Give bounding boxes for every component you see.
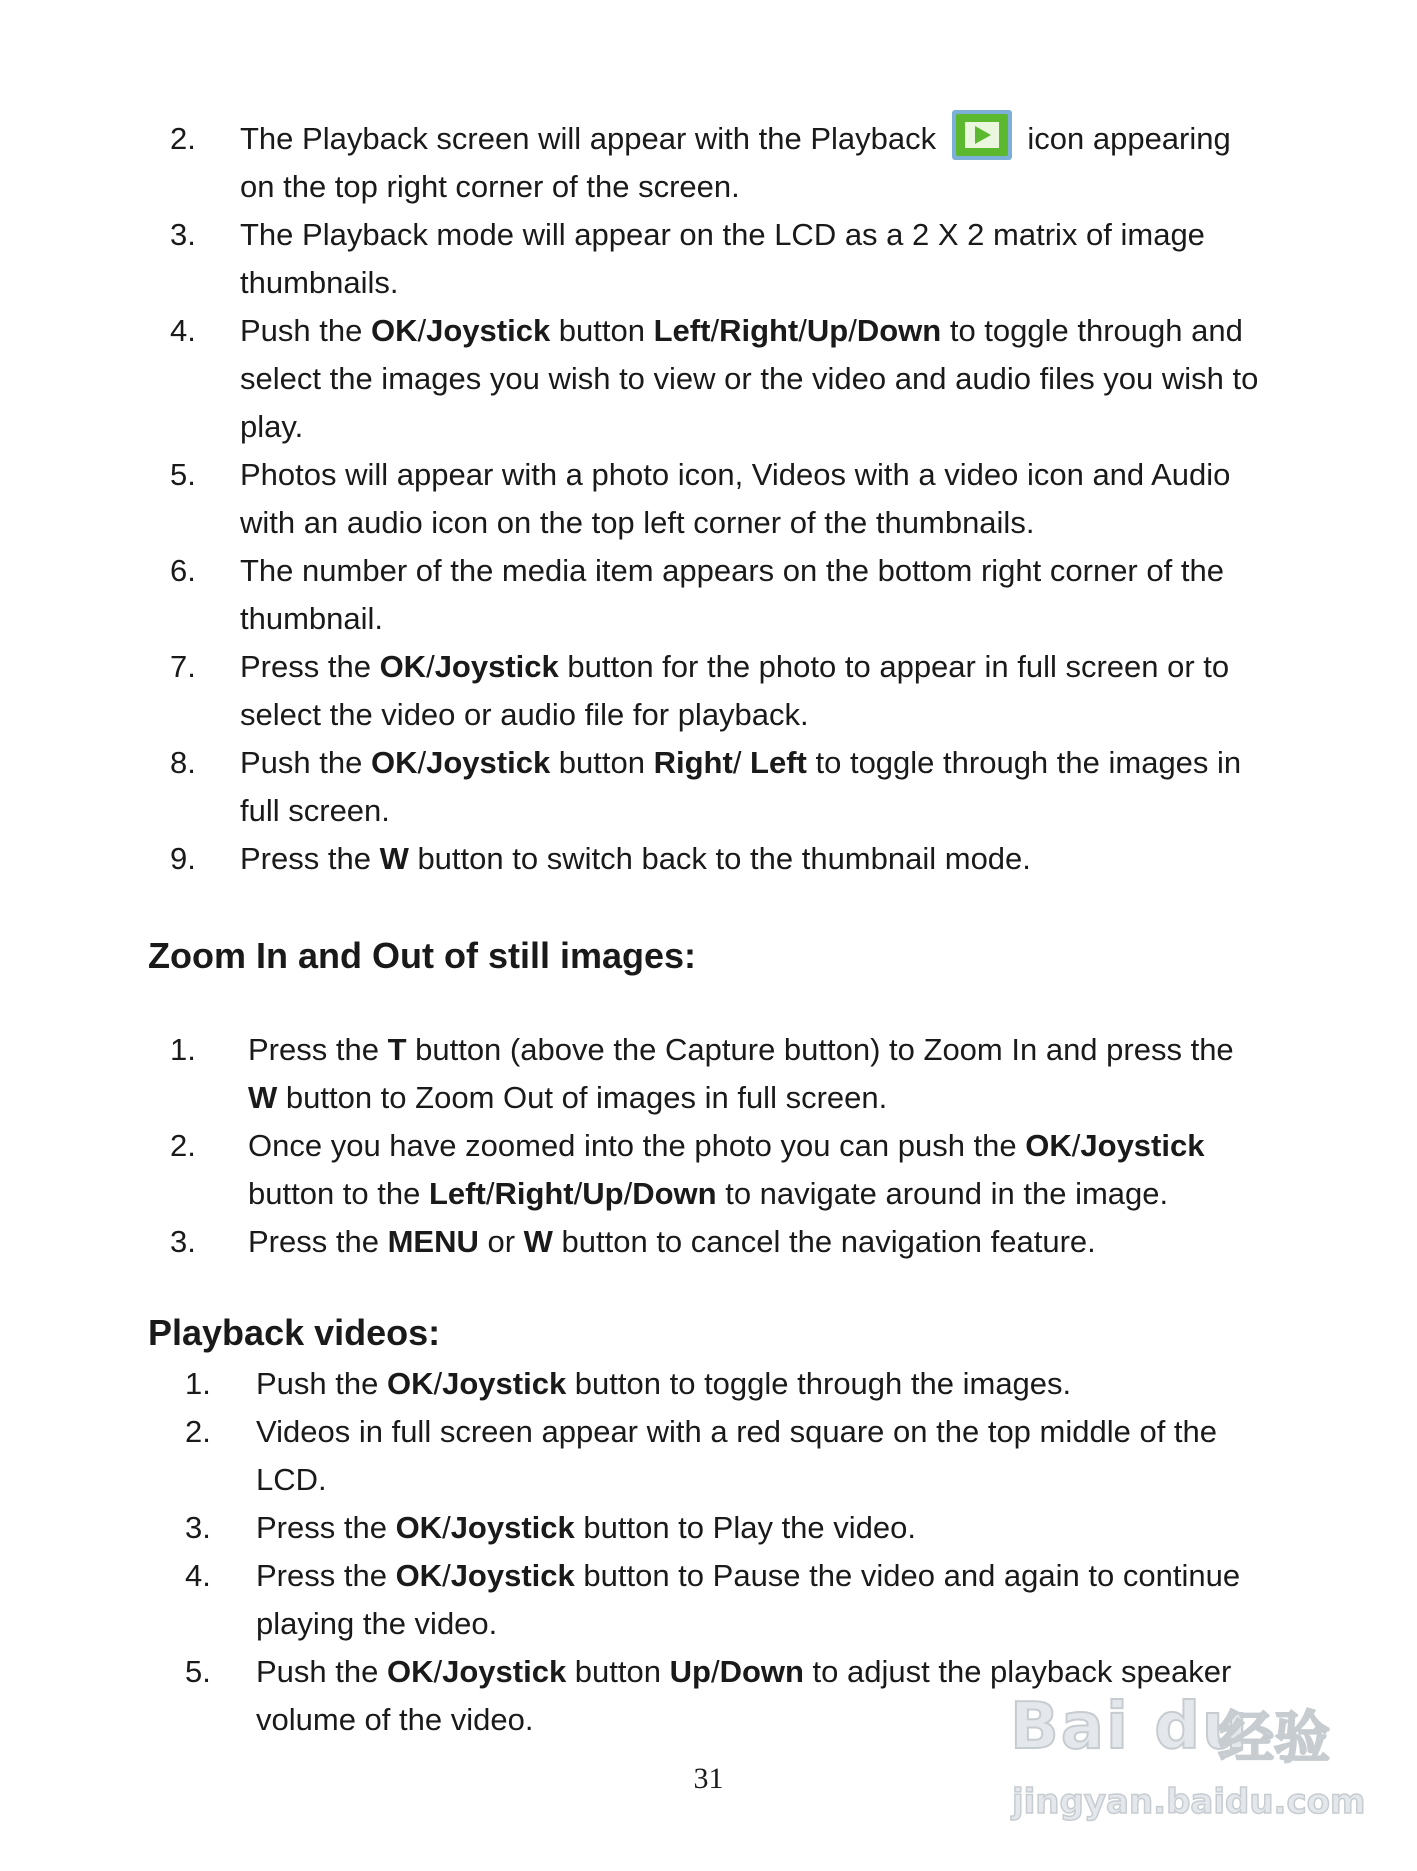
list-item-line xyxy=(240,745,1241,781)
list-item-line xyxy=(248,1032,1234,1068)
bold-term: Joystick xyxy=(426,313,551,348)
text-run: / xyxy=(426,649,435,684)
text-run: Photos will appear with a photo icon, Videos with a video icon and Audio xyxy=(240,457,1231,492)
text-run: Press the xyxy=(256,1558,396,1593)
text-run: button (above the Capture button) to Zoom In and press the xyxy=(406,1032,1234,1067)
zoom-section-heading: Zoom In and Out of still images: xyxy=(148,935,697,976)
text-run: Press the xyxy=(248,1032,388,1067)
text-run: The Playback screen will appear with the Playback xyxy=(240,121,945,157)
baidu-watermark xyxy=(1010,1690,1366,1840)
videos-section-heading: Playback videos: xyxy=(148,1312,441,1353)
list-item-line xyxy=(240,313,1243,349)
list-item-line xyxy=(248,1224,1096,1260)
watermark-brand: Bai du xyxy=(1010,1690,1250,1764)
bold-term: OK xyxy=(395,1558,443,1593)
list-item-line xyxy=(240,169,740,205)
bold-term: Joystick xyxy=(426,745,551,780)
list-item-line xyxy=(248,1128,1204,1164)
list-item-line xyxy=(256,1654,1231,1690)
list-item-number: 5. xyxy=(170,457,196,492)
bold-term: W xyxy=(523,1224,553,1259)
text-run: button to Zoom Out of images in full screen. xyxy=(277,1080,888,1115)
text-run: / xyxy=(433,1366,443,1401)
text-run: LCD. xyxy=(256,1462,327,1497)
text-run: thumbnail. xyxy=(240,601,384,636)
list-item-line xyxy=(240,697,809,733)
list-item-number: 3. xyxy=(170,217,196,252)
list-item-line xyxy=(240,217,1205,253)
bold-term: Down xyxy=(719,1654,804,1689)
list-item-line xyxy=(256,1510,916,1546)
list-item-line xyxy=(256,1606,497,1642)
bold-term: OK xyxy=(386,1366,434,1401)
text-run: The Playback mode will appear on the LCD as a 2 X 2 matrix of image xyxy=(240,217,1205,252)
bold-term: Down xyxy=(632,1176,717,1211)
text-run: / xyxy=(798,313,807,348)
text-run: Once you have zoomed into the photo you can push the xyxy=(248,1128,1026,1163)
text-run: / xyxy=(442,1510,451,1545)
bold-term: Up xyxy=(582,1176,624,1211)
text-run: Press the xyxy=(256,1510,396,1545)
list-item-line xyxy=(240,457,1230,493)
text-run: to adjust the playback speaker xyxy=(803,1654,1232,1689)
list-item-line xyxy=(240,505,1034,541)
text-run: button to Play the video. xyxy=(574,1510,916,1545)
list-item-line xyxy=(240,841,1031,877)
bold-term: Right xyxy=(719,313,799,348)
text-run: / xyxy=(732,745,751,780)
list-item-line xyxy=(240,649,1229,685)
text-run: Push the xyxy=(240,313,371,348)
list-item-number: 4. xyxy=(185,1558,211,1593)
text-run: Press the xyxy=(240,841,380,876)
list-item-number: 4. xyxy=(170,313,196,348)
text-run: Videos in full screen appear with a red square on the top middle of the xyxy=(256,1414,1218,1449)
list-item-number: 3. xyxy=(170,1224,196,1259)
text-run: icon appearing xyxy=(1018,121,1231,157)
bold-term: Joystick xyxy=(450,1558,575,1593)
text-run: button xyxy=(550,745,654,780)
list-item-number: 1. xyxy=(170,1032,196,1067)
text-run: / xyxy=(1071,1128,1081,1163)
text-run: button to the xyxy=(248,1176,429,1211)
text-run: playing the video. xyxy=(256,1606,498,1641)
list-item-line xyxy=(256,1366,1071,1402)
bold-term: Right xyxy=(494,1176,574,1211)
text-run: The number of the media item appears on the bottom right corner of the xyxy=(240,553,1224,588)
text-run: thumbnails. xyxy=(240,265,399,300)
list-item-line xyxy=(248,1080,887,1116)
text-run: / xyxy=(417,313,427,348)
text-run: button to switch back to the thumbnail mode. xyxy=(408,841,1031,876)
bold-term: Joystick xyxy=(442,1654,567,1689)
bold-term: Up xyxy=(669,1654,711,1689)
text-run: / xyxy=(573,1176,583,1211)
text-run: volume of the video. xyxy=(256,1702,534,1737)
list-item-line xyxy=(240,601,383,637)
list-item-line xyxy=(240,361,1258,397)
list-item-line xyxy=(256,1702,533,1738)
text-run: button for the photo to appear in full screen or to xyxy=(558,649,1230,684)
bold-term: Down xyxy=(856,313,942,348)
list-item-line xyxy=(256,1414,1217,1450)
text-run: Push the xyxy=(240,745,371,780)
text-run: / xyxy=(710,313,720,348)
text-run: or xyxy=(478,1224,524,1259)
bold-term: OK xyxy=(379,649,427,684)
list-item-line xyxy=(240,121,1231,161)
text-run: to navigate around in the image. xyxy=(716,1176,1169,1211)
text-run: play. xyxy=(240,409,304,444)
text-run: / xyxy=(433,1654,443,1689)
list-item-line xyxy=(240,553,1224,589)
list-item-number: 8. xyxy=(170,745,196,780)
text-run: / xyxy=(485,1176,495,1211)
text-run: to toggle through the images in xyxy=(806,745,1242,780)
text-run: button to toggle through the images. xyxy=(566,1366,1072,1401)
bold-term: Joystick xyxy=(1080,1128,1205,1163)
list-item-number: 3. xyxy=(185,1510,211,1545)
text-run: button to Pause the video and again to continue xyxy=(574,1558,1241,1593)
text-run: Press the xyxy=(240,649,380,684)
text-run: button to cancel the navigation feature. xyxy=(552,1224,1096,1259)
text-run: on the top right corner of the screen. xyxy=(240,169,740,204)
bold-term: OK xyxy=(1025,1128,1072,1163)
text-run: / xyxy=(417,745,427,780)
bold-term: W xyxy=(379,841,409,876)
text-run: with an audio icon on the top left corner of the thumbnails. xyxy=(240,505,1035,540)
bold-term: Joystick xyxy=(442,1366,567,1401)
text-run: button xyxy=(566,1654,670,1689)
bold-term: Right xyxy=(653,745,733,780)
list-item-number: 2. xyxy=(170,1128,196,1163)
text-run: full screen. xyxy=(240,793,390,828)
text-run: button xyxy=(550,313,654,348)
watermark-url: jingyan.baidu.com xyxy=(1012,1782,1366,1822)
list-item-line xyxy=(240,409,303,445)
bold-term: OK xyxy=(370,313,418,348)
bold-term: Joystick xyxy=(434,649,559,684)
bold-term: W xyxy=(248,1080,278,1115)
text-run: / xyxy=(442,1558,451,1593)
bold-term: Up xyxy=(806,313,849,348)
list-item-line xyxy=(256,1558,1240,1594)
bold-term: MENU xyxy=(387,1224,479,1259)
bold-term: Left xyxy=(750,745,807,780)
text-run: select the video or audio file for playback. xyxy=(240,697,809,732)
text-run: / xyxy=(623,1176,633,1211)
page-number: 31 xyxy=(693,1762,724,1795)
list-item-line xyxy=(248,1176,1168,1212)
text-run: Push the xyxy=(256,1366,387,1401)
list-item-line xyxy=(256,1462,327,1498)
text-run: Press the xyxy=(248,1224,388,1259)
list-item-line xyxy=(240,793,390,829)
list-item-number: 2. xyxy=(170,121,196,156)
bold-term: T xyxy=(387,1032,407,1067)
text-run: / xyxy=(710,1654,720,1689)
playback-icon xyxy=(951,109,1013,161)
text-run: / xyxy=(848,313,857,348)
bold-term: OK xyxy=(386,1654,434,1689)
bold-term: Joystick xyxy=(450,1510,575,1545)
text-run: select the images you wish to view or the video and audio files you wish to xyxy=(240,361,1259,396)
bold-term: OK xyxy=(370,745,418,780)
list-item-line xyxy=(240,265,399,301)
watermark-cn: 经验 xyxy=(1218,1706,1330,1771)
text-run: Push the xyxy=(256,1654,387,1689)
list-item-number: 1. xyxy=(185,1366,211,1401)
list-item-number: 7. xyxy=(170,649,196,684)
bold-term: Left xyxy=(653,313,711,348)
list-item-number: 5. xyxy=(185,1654,211,1689)
bold-term: OK xyxy=(395,1510,443,1545)
bold-term: Left xyxy=(428,1176,486,1211)
list-item-number: 6. xyxy=(170,553,196,588)
list-item-number: 9. xyxy=(170,841,196,876)
list-item-number: 2. xyxy=(185,1414,211,1449)
text-run: to toggle through and xyxy=(941,313,1243,348)
